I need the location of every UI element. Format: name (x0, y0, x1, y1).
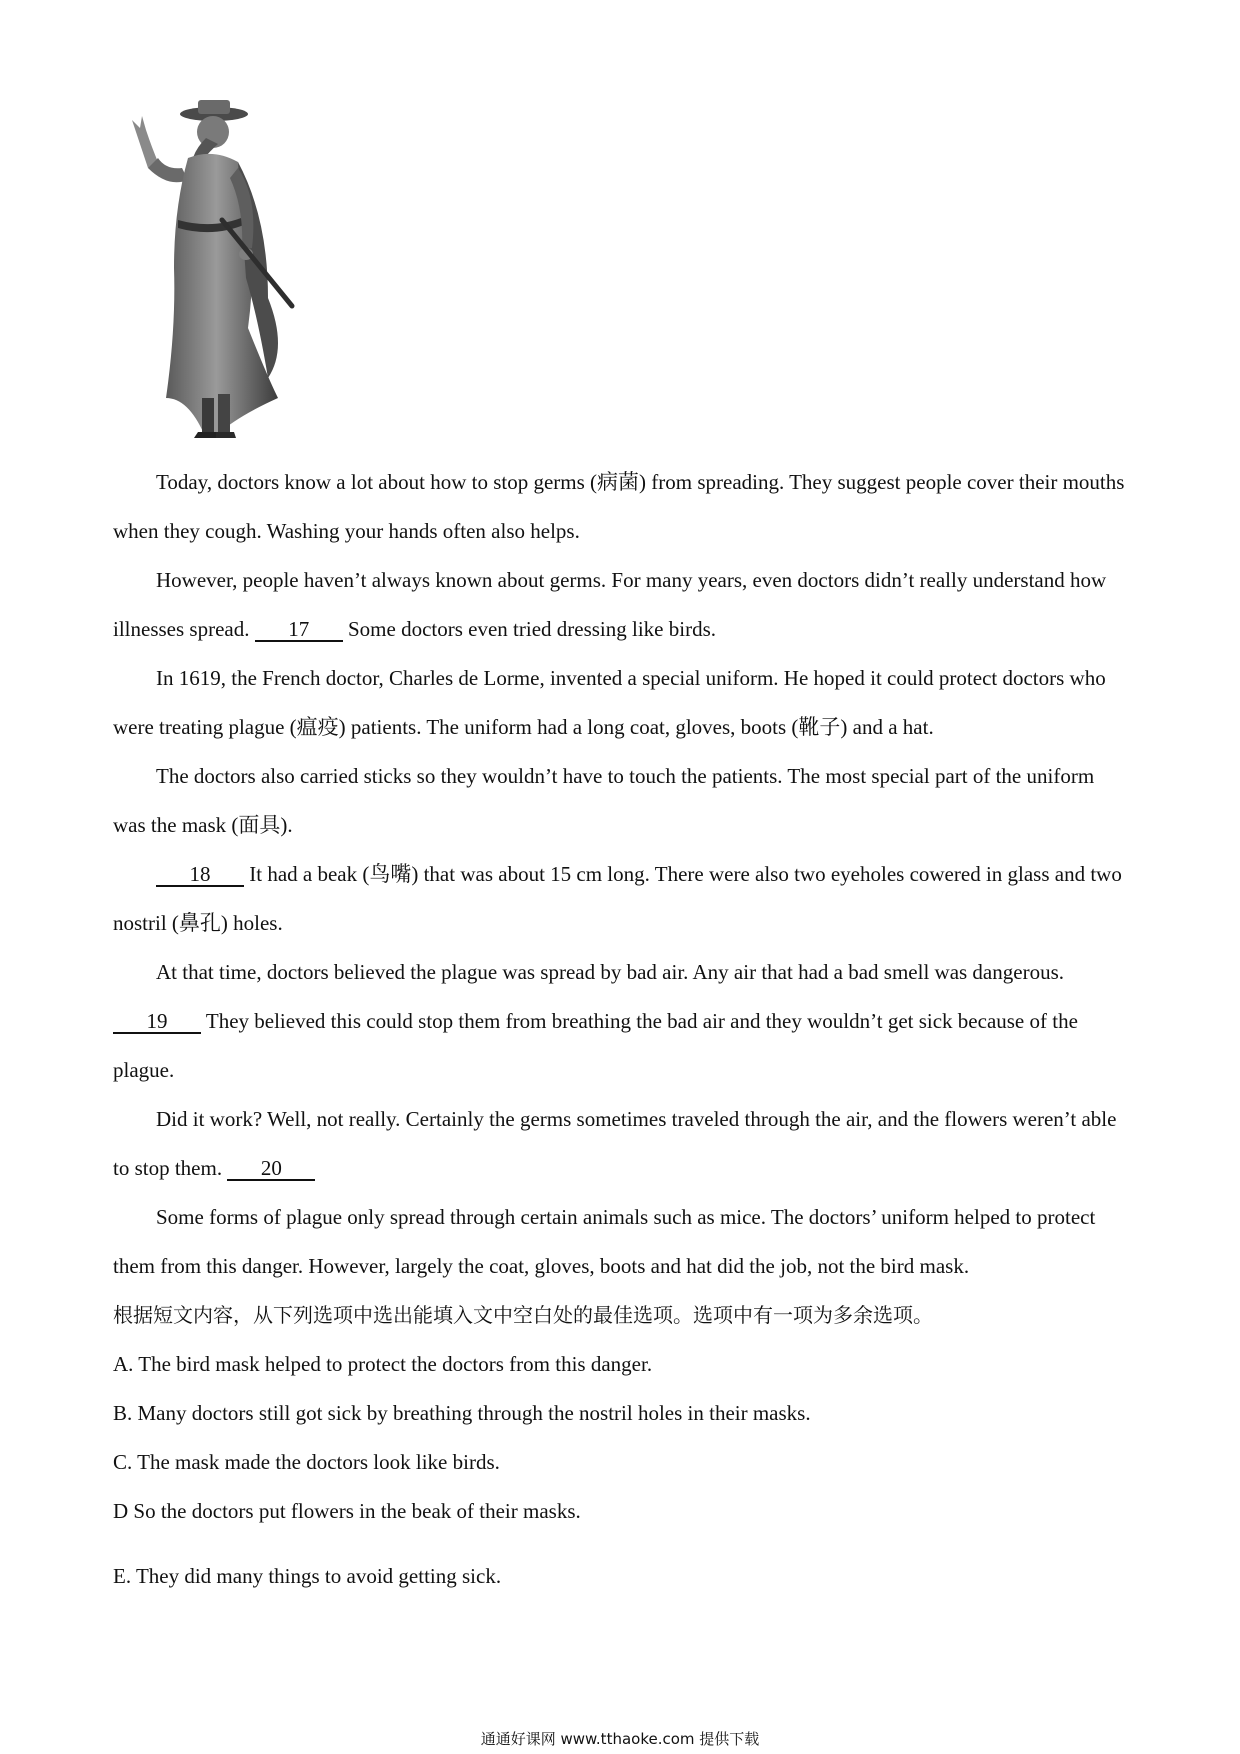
passage (113, 458, 1128, 1601)
paragraph-2-after: Some doctors even tried dressing like birds. (342, 617, 716, 641)
blank-20: 20 (227, 1157, 315, 1181)
question-instruction: 根据短文内容，从下列选项中选出能填入文中空白处的最佳选项。选项中有一项为多余选项。 (113, 1303, 933, 1327)
paragraph-8: Some forms of plague only spread through certain animals such as mice. The doctors’ uniform helped to protect them from this danger. However, largely the coat, gloves, boots and hat did the job, not the bird mask. (113, 1205, 1096, 1278)
paragraph-4: The doctors also carried sticks so they wouldn’t have to touch the patients. The most special part of the uniform was the mask (面具). (113, 764, 1095, 837)
paragraph-3: In 1619, the French doctor, Charles de Lorme, invented a special uniform. He hoped it could protect doctors who were treating plague (瘟疫) patients. The uniform had a long coat, gloves, boots (靴子) and a hat. (113, 666, 1106, 739)
paragraph-7-before: Did it work? Well, not really. Certainly the germs sometimes traveled through the air, and the flowers weren’t able to stop them. (113, 1107, 1117, 1180)
blank-18: 18 (156, 863, 244, 887)
option-b: B. Many doctors still got sick by breathing through the nostril holes in their masks. (113, 1401, 811, 1425)
paragraph-6-after: They believed this could stop them from breathing the bad air and they wouldn’t get sick because of the plague. (113, 1009, 1078, 1082)
plague-doctor-illustration (118, 98, 333, 438)
option-a: A. The bird mask helped to protect the doctors from this danger. (113, 1352, 653, 1376)
paragraph-6 (113, 948, 1128, 1095)
paragraph-5 (113, 850, 1128, 948)
option-e: E. They did many things to avoid getting sick. (113, 1564, 502, 1588)
paragraph-2-before: However, people haven’t always known about germs. For many years, even doctors didn’t really understand how illnesses spread. (113, 568, 1107, 641)
paragraph-2 (113, 556, 1128, 654)
paragraph-1: Today, doctors know a lot about how to stop germs (病菌) from spreading. They suggest people cover their mouths when they cough. Washing your hands often also helps. (113, 470, 1125, 543)
page-footer: 通通好课网 www.tthaoke.com 提供下载 (480, 1730, 760, 1748)
option-d: D So the doctors put flowers in the beak of their masks. (113, 1499, 581, 1523)
blank-19: 19 (113, 1010, 201, 1034)
paragraph-6-before: At that time, doctors believed the plague was spread by bad air. Any air that had a bad smell was dangerous. (156, 960, 1064, 984)
paragraph-5-after: It had a beak (鸟嘴) that was about 15 cm long. There were also two eyeholes cowered in glass and two nostril (鼻孔) holes. (113, 862, 1122, 935)
blank-17: 17 (255, 618, 343, 642)
paragraph-7 (113, 1095, 1128, 1193)
option-c: C. The mask made the doctors look like birds. (113, 1450, 500, 1474)
